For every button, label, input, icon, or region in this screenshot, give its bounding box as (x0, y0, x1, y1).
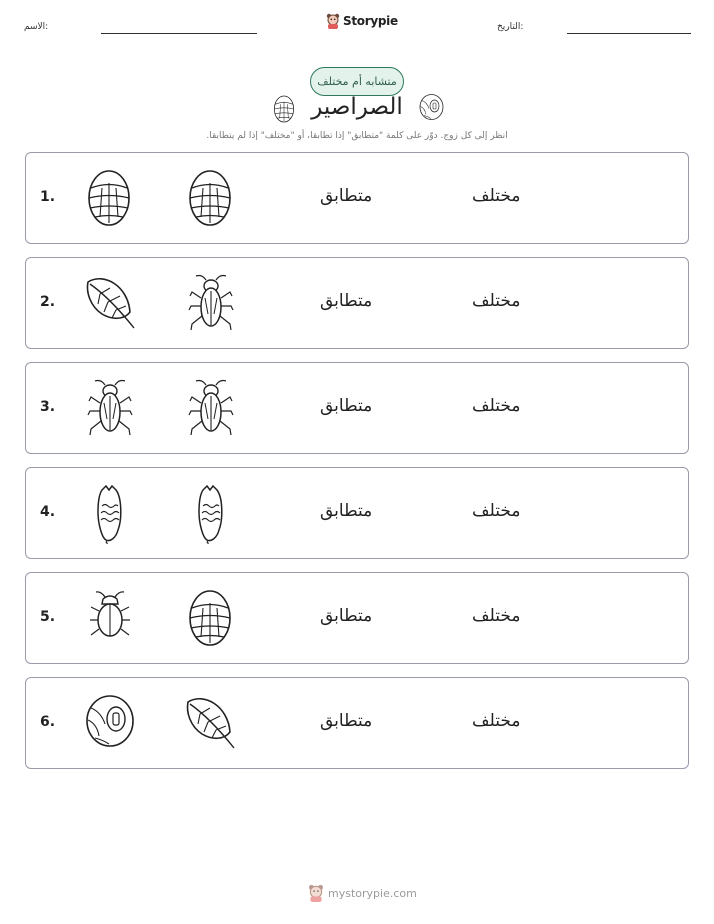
cockroach-icon (188, 379, 234, 437)
different-option[interactable]: مختلف (472, 396, 521, 416)
same-option[interactable]: متطابق (320, 396, 373, 416)
pair-number: 6. (40, 714, 56, 730)
bear-icon (308, 884, 324, 902)
leaf-icon (184, 694, 236, 750)
pair-card (25, 152, 689, 244)
footer-url[interactable]: mystorypie.com (328, 886, 417, 900)
brand-name: Storypie (343, 14, 398, 28)
name-line[interactable] (101, 33, 257, 34)
same-option[interactable]: متطابق (320, 186, 373, 206)
date-label: التاريخ: (497, 22, 524, 32)
shell-icon (85, 694, 135, 748)
pair-card (25, 572, 689, 664)
date-line[interactable] (567, 33, 691, 34)
same-option[interactable]: متطابق (320, 606, 373, 626)
pupa-icon (273, 95, 295, 127)
different-option[interactable]: مختلف (472, 291, 521, 311)
pair-number: 1. (40, 189, 56, 205)
same-option[interactable]: متطابق (320, 501, 373, 521)
same-option[interactable]: متطابق (320, 291, 373, 311)
page-title: الصراصير (311, 94, 403, 120)
pair-card (25, 362, 689, 454)
storypie-logo (326, 13, 398, 29)
pair-number: 2. (40, 294, 56, 310)
bear-icon (326, 13, 340, 29)
shell-icon (419, 93, 444, 125)
worksheet-type-badge: متشابه أم مختلف (310, 67, 404, 96)
beetle-icon (88, 589, 132, 641)
pair-card (25, 677, 689, 769)
pupa-icon (87, 169, 131, 227)
name-label: الاسم: (24, 22, 49, 32)
pair-card (25, 467, 689, 559)
different-option[interactable]: مختلف (472, 606, 521, 626)
cockroach-icon (87, 379, 133, 437)
leaf-icon (84, 274, 136, 330)
footer (308, 884, 417, 902)
pair-number: 3. (40, 399, 56, 415)
different-option[interactable]: مختلف (472, 186, 521, 206)
pair-number: 4. (40, 504, 56, 520)
cockroach-icon (188, 274, 234, 332)
larva-icon (195, 484, 225, 544)
pupa-icon (188, 589, 232, 647)
pair-card (25, 257, 689, 349)
pupa-icon (188, 169, 232, 227)
instructions: انظر إلى كل زوج. دوّر على كلمة "متطابق" إذا تطابقا، أو "مختلف" إذا لم يتطابقا. (206, 131, 508, 141)
different-option[interactable]: مختلف (472, 501, 521, 521)
larva-icon (94, 484, 124, 544)
pair-number: 5. (40, 609, 56, 625)
different-option[interactable]: مختلف (472, 711, 521, 731)
same-option[interactable]: متطابق (320, 711, 373, 731)
